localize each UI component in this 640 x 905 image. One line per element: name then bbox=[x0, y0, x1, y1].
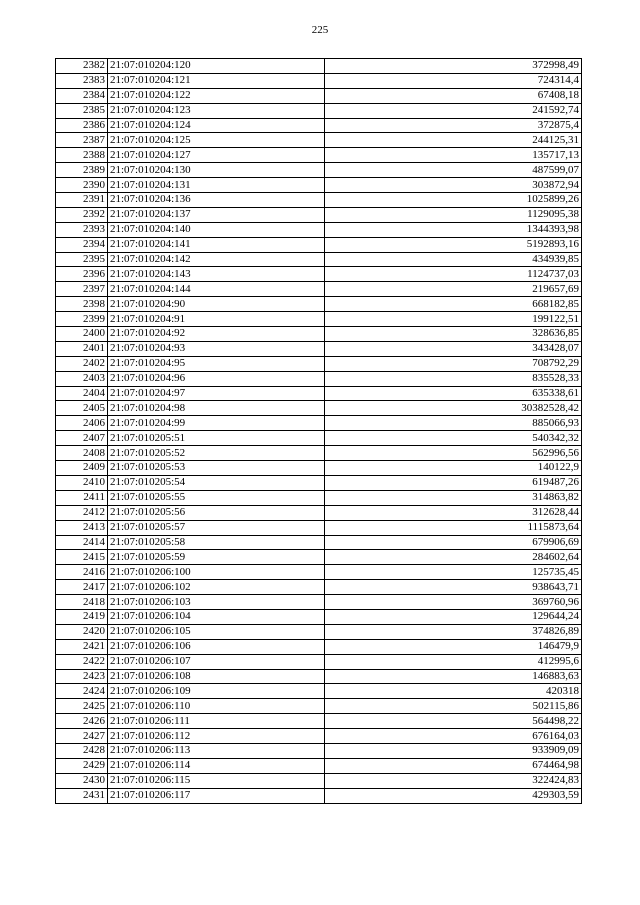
table-row bbox=[56, 386, 582, 401]
row-number-cell: 2394 bbox=[56, 237, 108, 252]
row-number-cell: 2409 bbox=[56, 461, 108, 476]
cadastral-value-table bbox=[55, 58, 582, 804]
table-row bbox=[56, 267, 582, 282]
row-number-cell: 2429 bbox=[56, 758, 108, 773]
value-cell: 135717,13 bbox=[325, 148, 582, 163]
cadastral-number-cell: 21:07:010205:56 bbox=[108, 505, 325, 520]
cadastral-number-cell: 21:07:010204:130 bbox=[108, 163, 325, 178]
table-row bbox=[56, 773, 582, 788]
cadastral-number-cell: 21:07:010205:54 bbox=[108, 475, 325, 490]
row-number-cell: 2383 bbox=[56, 73, 108, 88]
cadastral-number-cell: 21:07:010204:99 bbox=[108, 416, 325, 431]
value-cell: 343428,07 bbox=[325, 341, 582, 356]
cadastral-number-cell: 21:07:010204:95 bbox=[108, 356, 325, 371]
row-number-cell: 2410 bbox=[56, 475, 108, 490]
row-number-cell: 2427 bbox=[56, 729, 108, 744]
value-cell: 244125,31 bbox=[325, 133, 582, 148]
table-row bbox=[56, 431, 582, 446]
table-row bbox=[56, 565, 582, 580]
table-row bbox=[56, 118, 582, 133]
cadastral-number-cell: 21:07:010206:102 bbox=[108, 580, 325, 595]
cadastral-number-cell: 21:07:010204:142 bbox=[108, 252, 325, 267]
cadastral-number-cell: 21:07:010204:120 bbox=[108, 59, 325, 74]
cadastral-number-cell: 21:07:010205:58 bbox=[108, 535, 325, 550]
table-row bbox=[56, 163, 582, 178]
row-number-cell: 2412 bbox=[56, 505, 108, 520]
table-row bbox=[56, 758, 582, 773]
row-number-cell: 2390 bbox=[56, 178, 108, 193]
value-cell: 303872,94 bbox=[325, 178, 582, 193]
value-cell: 668182,85 bbox=[325, 297, 582, 312]
value-cell: 199122,51 bbox=[325, 312, 582, 327]
cadastral-number-cell: 21:07:010205:57 bbox=[108, 520, 325, 535]
value-cell: 420318 bbox=[325, 684, 582, 699]
row-number-cell: 2396 bbox=[56, 267, 108, 282]
row-number-cell: 2386 bbox=[56, 118, 108, 133]
value-cell: 5192893,16 bbox=[325, 237, 582, 252]
table-row bbox=[56, 461, 582, 476]
cadastral-number-cell: 21:07:010204:122 bbox=[108, 88, 325, 103]
cadastral-number-cell: 21:07:010206:112 bbox=[108, 729, 325, 744]
table-row bbox=[56, 327, 582, 342]
value-cell: 1124737,03 bbox=[325, 267, 582, 282]
cadastral-number-cell: 21:07:010205:53 bbox=[108, 461, 325, 476]
value-cell: 679906,69 bbox=[325, 535, 582, 550]
table-row bbox=[56, 609, 582, 624]
row-number-cell: 2422 bbox=[56, 654, 108, 669]
row-number-cell: 2408 bbox=[56, 446, 108, 461]
value-cell: 241592,74 bbox=[325, 103, 582, 118]
row-number-cell: 2407 bbox=[56, 431, 108, 446]
row-number-cell: 2385 bbox=[56, 103, 108, 118]
cadastral-number-cell: 21:07:010206:115 bbox=[108, 773, 325, 788]
table-row bbox=[56, 401, 582, 416]
table-row bbox=[56, 207, 582, 222]
cadastral-number-cell: 21:07:010204:140 bbox=[108, 222, 325, 237]
value-cell: 674464,98 bbox=[325, 758, 582, 773]
table-row bbox=[56, 356, 582, 371]
table-row bbox=[56, 580, 582, 595]
table-row bbox=[56, 312, 582, 327]
cadastral-number-cell: 21:07:010204:136 bbox=[108, 193, 325, 208]
cadastral-number-cell: 21:07:010205:51 bbox=[108, 431, 325, 446]
cadastral-number-cell: 21:07:010204:123 bbox=[108, 103, 325, 118]
value-cell: 724314,4 bbox=[325, 73, 582, 88]
row-number-cell: 2388 bbox=[56, 148, 108, 163]
cadastral-number-cell: 21:07:010204:141 bbox=[108, 237, 325, 252]
row-number-cell: 2418 bbox=[56, 595, 108, 610]
value-cell: 564498,22 bbox=[325, 714, 582, 729]
table-row bbox=[56, 178, 582, 193]
row-number-cell: 2406 bbox=[56, 416, 108, 431]
cadastral-number-cell: 21:07:010204:125 bbox=[108, 133, 325, 148]
table-row bbox=[56, 297, 582, 312]
cadastral-number-cell: 21:07:010204:91 bbox=[108, 312, 325, 327]
value-cell: 140122,9 bbox=[325, 461, 582, 476]
value-cell: 372875,4 bbox=[325, 118, 582, 133]
row-number-cell: 2425 bbox=[56, 699, 108, 714]
table-row bbox=[56, 684, 582, 699]
row-number-cell: 2395 bbox=[56, 252, 108, 267]
table-row bbox=[56, 550, 582, 565]
row-number-cell: 2426 bbox=[56, 714, 108, 729]
cadastral-number-cell: 21:07:010204:131 bbox=[108, 178, 325, 193]
value-cell: 1129095,38 bbox=[325, 207, 582, 222]
row-number-cell: 2399 bbox=[56, 312, 108, 327]
value-cell: 1344393,98 bbox=[325, 222, 582, 237]
value-cell: 540342,32 bbox=[325, 431, 582, 446]
value-cell: 312628,44 bbox=[325, 505, 582, 520]
cadastral-number-cell: 21:07:010206:111 bbox=[108, 714, 325, 729]
value-cell: 30382528,42 bbox=[325, 401, 582, 416]
table-row bbox=[56, 669, 582, 684]
table-row bbox=[56, 59, 582, 74]
value-cell: 125735,45 bbox=[325, 565, 582, 580]
table-row bbox=[56, 252, 582, 267]
value-cell: 322424,83 bbox=[325, 773, 582, 788]
cadastral-number-cell: 21:07:010204:90 bbox=[108, 297, 325, 312]
cadastral-number-cell: 21:07:010204:121 bbox=[108, 73, 325, 88]
value-cell: 146883,63 bbox=[325, 669, 582, 684]
cadastral-number-cell: 21:07:010206:109 bbox=[108, 684, 325, 699]
cadastral-number-cell: 21:07:010204:92 bbox=[108, 327, 325, 342]
cadastral-number-cell: 21:07:010204:137 bbox=[108, 207, 325, 222]
row-number-cell: 2431 bbox=[56, 788, 108, 803]
row-number-cell: 2398 bbox=[56, 297, 108, 312]
row-number-cell: 2401 bbox=[56, 341, 108, 356]
row-number-cell: 2405 bbox=[56, 401, 108, 416]
value-cell: 835528,33 bbox=[325, 371, 582, 386]
value-cell: 429303,59 bbox=[325, 788, 582, 803]
table-row bbox=[56, 148, 582, 163]
table-row bbox=[56, 714, 582, 729]
value-cell: 938643,71 bbox=[325, 580, 582, 595]
table-row bbox=[56, 505, 582, 520]
cadastral-number-cell: 21:07:010206:104 bbox=[108, 609, 325, 624]
table-row bbox=[56, 371, 582, 386]
table-row bbox=[56, 729, 582, 744]
value-cell: 374826,89 bbox=[325, 624, 582, 639]
row-number-cell: 2428 bbox=[56, 743, 108, 758]
value-cell: 1025899,26 bbox=[325, 193, 582, 208]
table-row bbox=[56, 595, 582, 610]
row-number-cell: 2416 bbox=[56, 565, 108, 580]
row-number-cell: 2393 bbox=[56, 222, 108, 237]
cadastral-number-cell: 21:07:010204:96 bbox=[108, 371, 325, 386]
value-cell: 372998,49 bbox=[325, 59, 582, 74]
value-cell: 434939,85 bbox=[325, 252, 582, 267]
row-number-cell: 2404 bbox=[56, 386, 108, 401]
value-cell: 328636,85 bbox=[325, 327, 582, 342]
table-row bbox=[56, 520, 582, 535]
row-number-cell: 2411 bbox=[56, 490, 108, 505]
row-number-cell: 2423 bbox=[56, 669, 108, 684]
cadastral-number-cell: 21:07:010206:103 bbox=[108, 595, 325, 610]
value-cell: 369760,96 bbox=[325, 595, 582, 610]
value-cell: 708792,29 bbox=[325, 356, 582, 371]
row-number-cell: 2403 bbox=[56, 371, 108, 386]
cadastral-number-cell: 21:07:010206:107 bbox=[108, 654, 325, 669]
table-row bbox=[56, 446, 582, 461]
table-row bbox=[56, 103, 582, 118]
row-number-cell: 2417 bbox=[56, 580, 108, 595]
cadastral-number-cell: 21:07:010204:98 bbox=[108, 401, 325, 416]
row-number-cell: 2415 bbox=[56, 550, 108, 565]
row-number-cell: 2397 bbox=[56, 282, 108, 297]
row-number-cell: 2389 bbox=[56, 163, 108, 178]
cadastral-number-cell: 21:07:010205:59 bbox=[108, 550, 325, 565]
cadastral-number-cell: 21:07:010204:144 bbox=[108, 282, 325, 297]
cadastral-number-cell: 21:07:010205:55 bbox=[108, 490, 325, 505]
cadastral-number-cell: 21:07:010204:127 bbox=[108, 148, 325, 163]
cadastral-number-cell: 21:07:010204:143 bbox=[108, 267, 325, 282]
table-row bbox=[56, 416, 582, 431]
cadastral-number-cell: 21:07:010204:93 bbox=[108, 341, 325, 356]
row-number-cell: 2420 bbox=[56, 624, 108, 639]
value-cell: 635338,61 bbox=[325, 386, 582, 401]
row-number-cell: 2414 bbox=[56, 535, 108, 550]
value-cell: 502115,86 bbox=[325, 699, 582, 714]
value-cell: 487599,07 bbox=[325, 163, 582, 178]
cadastral-number-cell: 21:07:010206:105 bbox=[108, 624, 325, 639]
table-body bbox=[56, 59, 582, 804]
table-row bbox=[56, 535, 582, 550]
row-number-cell: 2424 bbox=[56, 684, 108, 699]
table-row bbox=[56, 624, 582, 639]
row-number-cell: 2413 bbox=[56, 520, 108, 535]
table-row bbox=[56, 193, 582, 208]
row-number-cell: 2430 bbox=[56, 773, 108, 788]
page-number: 225 bbox=[311, 24, 329, 36]
row-number-cell: 2392 bbox=[56, 207, 108, 222]
cadastral-number-cell: 21:07:010206:106 bbox=[108, 639, 325, 654]
table-row bbox=[56, 699, 582, 714]
table-row bbox=[56, 743, 582, 758]
table-row bbox=[56, 73, 582, 88]
table-row bbox=[56, 490, 582, 505]
value-cell: 1115873,64 bbox=[325, 520, 582, 535]
value-cell: 314863,82 bbox=[325, 490, 582, 505]
cadastral-number-cell: 21:07:010204:124 bbox=[108, 118, 325, 133]
value-cell: 562996,56 bbox=[325, 446, 582, 461]
cadastral-number-cell: 21:07:010205:52 bbox=[108, 446, 325, 461]
row-number-cell: 2419 bbox=[56, 609, 108, 624]
table-row bbox=[56, 654, 582, 669]
value-cell: 67408,18 bbox=[325, 88, 582, 103]
cadastral-number-cell: 21:07:010204:97 bbox=[108, 386, 325, 401]
table-row bbox=[56, 788, 582, 803]
value-cell: 146479,9 bbox=[325, 639, 582, 654]
value-cell: 619487,26 bbox=[325, 475, 582, 490]
row-number-cell: 2391 bbox=[56, 193, 108, 208]
table-row bbox=[56, 88, 582, 103]
value-cell: 933909,09 bbox=[325, 743, 582, 758]
cadastral-number-cell: 21:07:010206:114 bbox=[108, 758, 325, 773]
table-row bbox=[56, 133, 582, 148]
row-number-cell: 2402 bbox=[56, 356, 108, 371]
value-cell: 676164,03 bbox=[325, 729, 582, 744]
table-row bbox=[56, 475, 582, 490]
table-row bbox=[56, 237, 582, 252]
row-number-cell: 2384 bbox=[56, 88, 108, 103]
table-row bbox=[56, 341, 582, 356]
cadastral-number-cell: 21:07:010206:117 bbox=[108, 788, 325, 803]
value-cell: 284602,64 bbox=[325, 550, 582, 565]
cadastral-number-cell: 21:07:010206:110 bbox=[108, 699, 325, 714]
row-number-cell: 2400 bbox=[56, 327, 108, 342]
row-number-cell: 2421 bbox=[56, 639, 108, 654]
value-cell: 129644,24 bbox=[325, 609, 582, 624]
table-row bbox=[56, 282, 582, 297]
value-cell: 412995,6 bbox=[325, 654, 582, 669]
cadastral-number-cell: 21:07:010206:100 bbox=[108, 565, 325, 580]
value-cell: 219657,69 bbox=[325, 282, 582, 297]
cadastral-number-cell: 21:07:010206:113 bbox=[108, 743, 325, 758]
value-cell: 885066,93 bbox=[325, 416, 582, 431]
cadastral-number-cell: 21:07:010206:108 bbox=[108, 669, 325, 684]
row-number-cell: 2387 bbox=[56, 133, 108, 148]
table-row bbox=[56, 222, 582, 237]
table-row bbox=[56, 639, 582, 654]
row-number-cell: 2382 bbox=[56, 59, 108, 74]
